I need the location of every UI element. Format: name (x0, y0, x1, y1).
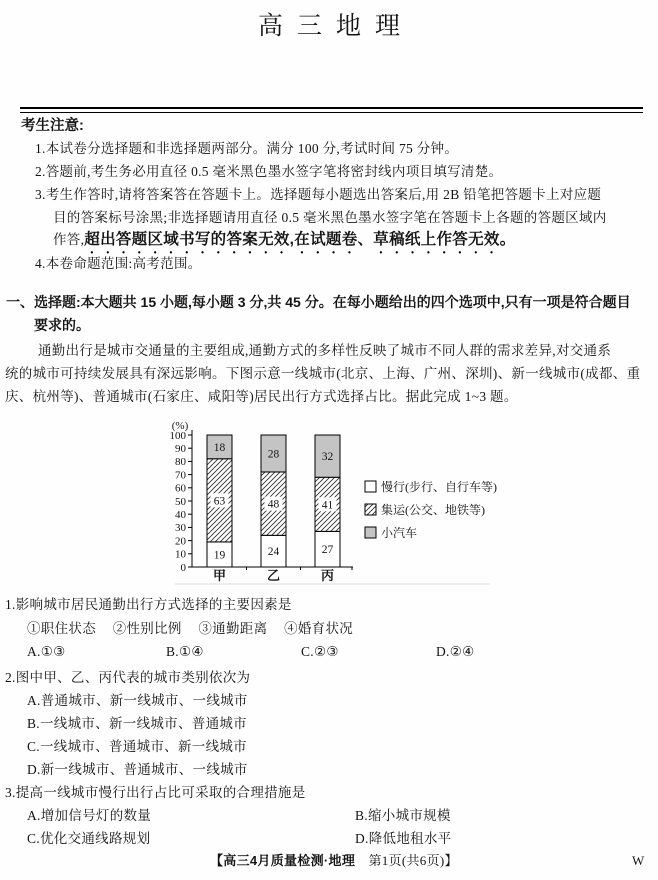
svg-text:80: 80 (175, 456, 186, 469)
notice-item-3-line1: 3.考生作答时,请将答案答在答题卡上。选择题每小题选出答案后,用 2B 铅笔把答题卡上对应题 (35, 187, 602, 202)
svg-text:0: 0 (180, 561, 186, 574)
q3-option-b: B.缩小城市规模 (355, 808, 451, 823)
commute-mode-stacked-bar-chart (155, 417, 535, 592)
svg-text:41: 41 (321, 499, 334, 512)
svg-text:40: 40 (175, 509, 186, 521)
q1-sub-option-2: ②性别比例 (112, 621, 182, 636)
notice-item-4: 4.本卷命题范围:高考范围。 (35, 256, 202, 271)
q2-option-d: D.新一线城市、普通城市、一线城市 (27, 762, 248, 777)
question-1-stem: 1.影响城市居民通勤出行方式选择的主要因素是 (5, 597, 292, 612)
q3-option-c: C.优化交通线路规划 (27, 831, 151, 846)
svg-text:28: 28 (267, 448, 280, 461)
q1-sub-option-4: ④婚育状况 (284, 621, 354, 636)
q3-option-d: D.降低地租水平 (355, 831, 452, 846)
svg-text:20: 20 (175, 535, 186, 548)
page-title: 高三地理 (257, 13, 414, 40)
footer-page-number: 第1页(共6页)】 (355, 853, 458, 868)
section-heading-line2: 要求的。 (34, 317, 90, 333)
notice-item-3-line2: 目的答案标号涂黑;非选择题请用直径 0.5 毫米黑色墨水签字笔在答题卡上各题的答题区域内 (53, 210, 607, 225)
q1-sub-option-3: ③通勤距离 (198, 621, 268, 636)
svg-text:19: 19 (213, 549, 226, 562)
notice-item-1: 1.本试卷分选择题和非选择题两部分。满分 100 分,考试时间 75 分钟。 (35, 141, 459, 156)
q1-sub-option-1: ①职住状态 (27, 621, 96, 636)
svg-text:48: 48 (267, 498, 280, 511)
svg-text:乙: 乙 (266, 568, 281, 583)
notice-item-3-line3 (53, 230, 516, 257)
question-2-stem: 2.图中甲、乙、丙代表的城市类别依次为 (5, 670, 251, 685)
svg-text:小汽车: 小汽车 (381, 526, 418, 540)
intro-paragraph-line2: 统的城市可持续发展具有深远影响。下图示意一线城市(北京、上海、广州、深圳)、新一线城市(成都、重 (5, 366, 641, 381)
svg-text:90: 90 (175, 443, 186, 455)
notice-item-3-line3-emphasized: 超出答题区域书写的答案无效,在试题卷、草稿纸上作答无效。 (84, 231, 516, 248)
svg-text:24: 24 (267, 546, 280, 559)
svg-text:50: 50 (175, 495, 186, 508)
q1-option-b: B.①④ (166, 644, 204, 659)
svg-text:甲: 甲 (212, 568, 227, 583)
svg-text:集运(公交、地铁等): 集运(公交、地铁等) (381, 503, 485, 517)
svg-text:10: 10 (175, 548, 186, 561)
q2-option-c: C.一线城市、普通城市、新一线城市 (27, 739, 247, 754)
question-3-stem: 3.提高一线城市慢行出行占比可采取的合理措施是 (5, 785, 306, 800)
q2-option-b: B.一线城市、新一线城市、普通城市 (27, 716, 247, 731)
section-heading-line1: 一、选择题:本大题共 15 小题,每小题 3 分,共 45 分。在每小题给出的四个选项中,只有一项是符合题目 (6, 294, 631, 310)
notice-heading: 考生注意: (21, 118, 84, 134)
svg-text:100: 100 (169, 429, 186, 442)
question-1-sub-options (27, 619, 353, 639)
svg-text:(%): (%) (171, 420, 189, 432)
svg-text:27: 27 (321, 544, 334, 557)
q1-option-a: A.①③ (27, 644, 66, 659)
intro-paragraph-line1: 通勤出行是城市交通量的主要组成,通勤方式的多样性反映了城市不同人群的需求差异,对交通系 (38, 343, 612, 358)
svg-text:70: 70 (175, 469, 186, 482)
q2-option-a: A.普通城市、新一线城市、一线城市 (27, 693, 248, 708)
svg-text:慢行(步行、自行车等): 慢行(步行、自行车等) (381, 480, 497, 494)
q3-option-a: A.增加信号灯的数量 (27, 808, 152, 823)
footer-watermark: W (632, 853, 645, 868)
q1-option-c: C.②③ (301, 644, 339, 659)
q1-option-d: D.②④ (436, 644, 475, 659)
svg-text:60: 60 (175, 482, 186, 495)
svg-text:63: 63 (213, 495, 226, 508)
svg-text:30: 30 (175, 522, 186, 535)
svg-text:丙: 丙 (320, 568, 335, 583)
footer-exam-label (210, 851, 458, 871)
notice-item-2: 2.答题前,考生务必用直径 0.5 毫米黑色墨水签字笔将密封线内项目填写清楚。 (35, 164, 503, 179)
double-rule-divider (20, 107, 643, 113)
svg-text:18: 18 (213, 441, 226, 454)
svg-text:32: 32 (321, 451, 334, 464)
notice-item-3-line3-prefix: 作答, (53, 232, 85, 247)
footer-exam-title: 【高三4月质量检测·地理 (210, 853, 356, 868)
intro-paragraph-line3: 庆、杭州等)、普通城市(石家庄、咸阳等)居民出行方式选择占比。据此完成 1~3 题。 (5, 389, 518, 404)
